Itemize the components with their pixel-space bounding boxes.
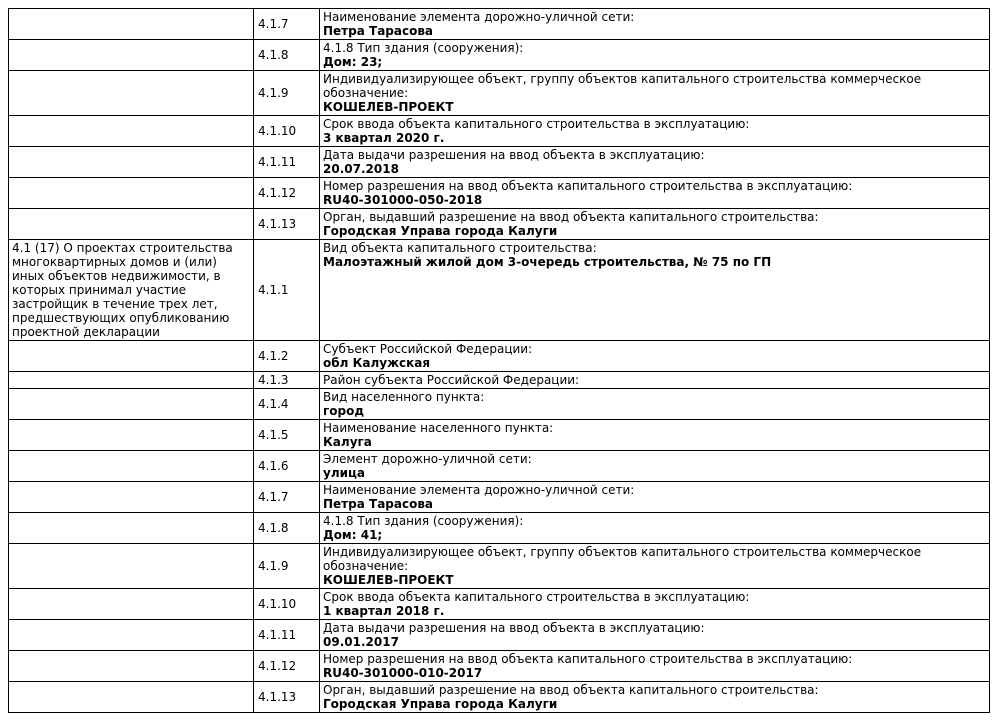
field-value: Малоэтажный жилой дом 3-очередь строительства, № 75 по ГП [323,255,772,269]
field-value: 1 квартал 2018 г. [323,604,445,618]
table-row [9,482,990,513]
row-code: 4.1.12 [258,659,297,673]
section-cell [9,620,254,651]
row-code: 4.1.8 [258,48,289,62]
table-row [9,178,990,209]
content-cell [320,451,990,482]
table-row [9,682,990,713]
field-value: КОШЕЛЕВ-ПРОЕКТ [323,100,454,114]
content-cell [320,9,990,40]
table-row [9,341,990,372]
field-value: 09.01.2017 [323,635,399,649]
content-cell [320,240,990,341]
section-cell [9,513,254,544]
project-declaration-table [8,8,990,713]
code-cell [254,513,320,544]
code-cell [254,482,320,513]
row-code: 4.1.12 [258,186,297,200]
content-cell [320,682,990,713]
code-cell [254,620,320,651]
code-cell [254,71,320,116]
section-cell [9,651,254,682]
table-row [9,240,990,341]
content-cell [320,513,990,544]
row-code: 4.1.13 [258,690,297,704]
content-cell [320,147,990,178]
code-cell [254,209,320,240]
row-code: 4.1.11 [258,628,297,642]
table-row [9,420,990,451]
row-code: 4.1.10 [258,597,297,611]
section-cell [9,240,254,341]
table-row [9,372,990,389]
field-label: Индивидуализирующее объект, группу объектов капитального строительства коммерческое обозначение: [323,545,922,573]
field-value: обл Калужская [323,356,431,370]
content-cell [320,372,990,389]
code-cell [254,389,320,420]
field-label: Индивидуализирующее объект, группу объектов капитального строительства коммерческое обозначение: [323,72,922,100]
content-cell [320,341,990,372]
field-label: Срок ввода объекта капитального строительства в эксплуатацию: [323,590,750,604]
code-cell [254,651,320,682]
field-value: Дом: 41; [323,528,383,542]
table-row [9,71,990,116]
field-label: Вид населенного пункта: [323,390,485,404]
content-cell [320,420,990,451]
code-cell [254,544,320,589]
field-value: город [323,404,365,418]
field-value: Калуга [323,435,372,449]
section-cell [9,389,254,420]
row-code: 4.1.11 [258,155,297,169]
code-cell [254,9,320,40]
field-value: RU40-301000-050-2018 [323,193,483,207]
field-label: Орган, выдавший разрешение на ввод объекта капитального строительства: [323,210,819,224]
row-code: 4.1.1 [258,283,289,297]
field-value: Городская Управа города Калуги [323,697,558,711]
content-cell [320,71,990,116]
field-value: 3 квартал 2020 г. [323,131,445,145]
code-cell [254,240,320,341]
section-cell [9,372,254,389]
table-row [9,147,990,178]
table-row [9,389,990,420]
field-label: Наименование населенного пункта: [323,421,554,435]
row-code: 4.1.10 [258,124,297,138]
code-cell [254,451,320,482]
field-value: КОШЕЛЕВ-ПРОЕКТ [323,573,454,587]
field-label: Дата выдачи разрешения на ввод объекта в эксплуатацию: [323,148,705,162]
content-cell [320,620,990,651]
row-code: 4.1.6 [258,459,289,473]
content-cell [320,178,990,209]
section-cell [9,482,254,513]
field-label: Субъект Российской Федерации: [323,342,533,356]
code-cell [254,372,320,389]
field-value: Городская Управа города Калуги [323,224,558,238]
row-code: 4.1.2 [258,349,289,363]
field-value: 20.07.2018 [323,162,399,176]
table-body [9,9,990,713]
field-label: 4.1.8 Тип здания (сооружения): [323,41,524,55]
content-cell [320,389,990,420]
section-cell [9,71,254,116]
section-cell [9,147,254,178]
section-cell [9,589,254,620]
table-row [9,116,990,147]
field-label: Наименование элемента дорожно-уличной сети: [323,10,635,24]
field-value: Петра Тарасова [323,497,434,511]
field-label: Орган, выдавший разрешение на ввод объекта капитального строительства: [323,683,819,697]
table-row [9,544,990,589]
section-cell [9,682,254,713]
row-code: 4.1.8 [258,521,289,535]
section-cell [9,209,254,240]
field-label: Район субъекта Российской Федерации: [323,373,580,387]
content-cell [320,544,990,589]
content-cell [320,589,990,620]
section-cell [9,116,254,147]
field-value: Петра Тарасова [323,24,434,38]
table-row [9,651,990,682]
table-row [9,620,990,651]
table-row [9,209,990,240]
code-cell [254,147,320,178]
section-cell [9,9,254,40]
row-code: 4.1.3 [258,373,289,387]
field-label: Дата выдачи разрешения на ввод объекта в эксплуатацию: [323,621,705,635]
section-cell [9,420,254,451]
section-cell [9,40,254,71]
field-value: Дом: 23; [323,55,383,69]
content-cell [320,116,990,147]
code-cell [254,40,320,71]
content-cell [320,209,990,240]
field-label: Номер разрешения на ввод объекта капитального строительства в эксплуатацию: [323,652,853,666]
field-label: Срок ввода объекта капитального строительства в эксплуатацию: [323,117,750,131]
code-cell [254,420,320,451]
row-code: 4.1.7 [258,17,289,31]
content-cell [320,651,990,682]
field-label: Наименование элемента дорожно-уличной сети: [323,483,635,497]
field-label: Вид объекта капитального строительства: [323,241,597,255]
code-cell [254,589,320,620]
row-code: 4.1.4 [258,397,289,411]
section-cell [9,451,254,482]
section-description: 4.1 (17) О проектах строительства многоквартирных домов и (или) иных объектов недвижимости, в которых принимал участие застройщик в течение трех лет, предшествующих опубликованию проектной декларации [12,241,233,339]
row-code: 4.1.5 [258,428,289,442]
field-label: Номер разрешения на ввод объекта капитального строительства в эксплуатацию: [323,179,853,193]
content-cell [320,40,990,71]
table-row [9,513,990,544]
table-row [9,451,990,482]
field-label: 4.1.8 Тип здания (сооружения): [323,514,524,528]
code-cell [254,116,320,147]
field-value: улица [323,466,366,480]
row-code: 4.1.9 [258,559,289,573]
table-row [9,589,990,620]
table-row [9,9,990,40]
code-cell [254,682,320,713]
section-cell [9,341,254,372]
row-code: 4.1.7 [258,490,289,504]
field-value: RU40-301000-010-2017 [323,666,483,680]
field-label: Элемент дорожно-уличной сети: [323,452,532,466]
code-cell [254,178,320,209]
section-cell [9,544,254,589]
row-code: 4.1.9 [258,86,289,100]
row-code: 4.1.13 [258,217,297,231]
table-row [9,40,990,71]
content-cell [320,482,990,513]
section-cell [9,178,254,209]
code-cell [254,341,320,372]
